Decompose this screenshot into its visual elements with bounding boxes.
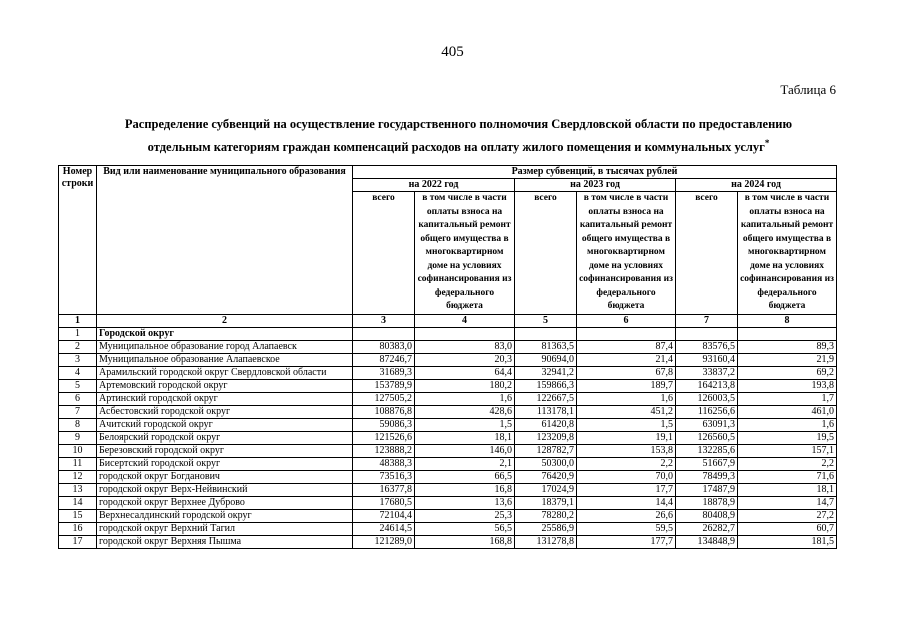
footnote-mark: * (764, 138, 770, 148)
including-2023-cell: 70,0 (577, 470, 676, 483)
total-2022-cell (353, 327, 415, 340)
including-2022-cell: 20,3 (415, 353, 515, 366)
including-2023-cell: 2,2 (577, 457, 676, 470)
row-number-cell: 5 (59, 379, 97, 392)
table-row (59, 444, 837, 457)
including-2024-cell: 14,7 (738, 496, 837, 509)
table-body (59, 327, 837, 548)
municipality-name-cell: городской округ Верхнее Дуброво (97, 496, 353, 509)
row-number-cell: 1 (59, 327, 97, 340)
table-row (59, 522, 837, 535)
page-number: 405 (441, 44, 464, 60)
row-number-cell: 8 (59, 418, 97, 431)
table-row (59, 392, 837, 405)
total-2022-cell: 17680,5 (353, 496, 415, 509)
municipality-name-cell: Артинский городской округ (97, 392, 353, 405)
total-2022-cell: 108876,8 (353, 405, 415, 418)
total-2022-cell: 80383,0 (353, 340, 415, 353)
municipality-name-cell: Артемовский городской округ (97, 379, 353, 392)
municipality-name-cell: городской округ Верхний Тагил (97, 522, 353, 535)
header-total-2023: всего (515, 192, 577, 315)
table-row (59, 457, 837, 470)
table-row (59, 496, 837, 509)
including-2024-cell: 181,5 (738, 535, 837, 548)
row-number-cell: 10 (59, 444, 97, 457)
total-2022-cell: 121289,0 (353, 535, 415, 548)
including-2022-cell (415, 327, 515, 340)
including-2023-cell: 451,2 (577, 405, 676, 418)
including-2024-cell: 2,2 (738, 457, 837, 470)
total-2024-cell: 134848,9 (676, 535, 738, 548)
municipality-name-cell: Ачитский городской округ (97, 418, 353, 431)
total-2024-cell: 93160,4 (676, 353, 738, 366)
column-number: 8 (738, 314, 837, 327)
total-2023-cell: 76420,9 (515, 470, 577, 483)
including-2024-cell: 193,8 (738, 379, 837, 392)
total-2023-cell: 90694,0 (515, 353, 577, 366)
row-number-cell: 9 (59, 431, 97, 444)
including-2023-cell: 19,1 (577, 431, 676, 444)
header-amount-group: Размер субвенций, в тысячах рублей (353, 166, 837, 179)
table-row (59, 405, 837, 418)
including-2023-cell: 189,7 (577, 379, 676, 392)
total-2023-cell: 32941,2 (515, 366, 577, 379)
total-2022-cell: 72104,4 (353, 509, 415, 522)
including-2023-cell: 59,5 (577, 522, 676, 535)
total-2022-cell: 59086,3 (353, 418, 415, 431)
total-2023-cell: 18379,1 (515, 496, 577, 509)
total-2022-cell: 73516,3 (353, 470, 415, 483)
including-2022-cell: 2,1 (415, 457, 515, 470)
including-2022-cell: 13,6 (415, 496, 515, 509)
total-2024-cell: 17487,9 (676, 483, 738, 496)
table-label: Таблица 6 (780, 82, 836, 97)
including-2022-cell: 18,1 (415, 431, 515, 444)
row-number-cell: 11 (59, 457, 97, 470)
table-row (59, 431, 837, 444)
including-2024-cell: 1,7 (738, 392, 837, 405)
column-number: 5 (515, 314, 577, 327)
including-2023-cell: 17,7 (577, 483, 676, 496)
table-row (59, 379, 837, 392)
total-2024-cell: 18878,9 (676, 496, 738, 509)
title-line-1: Распределение субвенций на осуществление государственного полномочия Свердловской области по предоставлению (124, 117, 793, 131)
total-2023-cell: 61420,8 (515, 418, 577, 431)
municipality-name-cell: Верхнесалдинский городской округ (97, 509, 353, 522)
including-2024-cell: 1,6 (738, 418, 837, 431)
row-number-cell: 15 (59, 509, 97, 522)
total-2022-cell: 24614,5 (353, 522, 415, 535)
including-2023-cell: 1,5 (577, 418, 676, 431)
including-2022-cell: 56,5 (415, 522, 515, 535)
table-row (59, 509, 837, 522)
total-2024-cell: 164213,8 (676, 379, 738, 392)
total-2024-cell: 80408,9 (676, 509, 738, 522)
row-number-cell: 7 (59, 405, 97, 418)
total-2022-cell: 121526,6 (353, 431, 415, 444)
including-2024-cell: 60,7 (738, 522, 837, 535)
total-2024-cell: 63091,3 (676, 418, 738, 431)
municipality-name-cell: Березовский городской округ (97, 444, 353, 457)
municipality-name-cell: Городской округ (97, 327, 353, 340)
table-row (59, 340, 837, 353)
header-row-number: Номер строки (59, 166, 97, 315)
total-2024-cell: 126003,5 (676, 392, 738, 405)
including-2023-cell: 1,6 (577, 392, 676, 405)
row-number-cell: 2 (59, 340, 97, 353)
header-including-2024: в том числе в части оплаты взноса на капитальный ремонт общего имущества в многоквартирном доме на условиях софинансирования из федерального бюджета (738, 192, 837, 315)
total-2024-cell: 132285,6 (676, 444, 738, 457)
subsidy-table (58, 165, 837, 549)
including-2022-cell: 64,4 (415, 366, 515, 379)
table-row (59, 327, 837, 340)
including-2022-cell: 1,6 (415, 392, 515, 405)
including-2024-cell: 27,2 (738, 509, 837, 522)
title-line-2: отдельным категориям граждан компенсаций расходов на оплату жилого помещения и коммунальных услуг (147, 140, 765, 155)
including-2022-cell: 66,5 (415, 470, 515, 483)
municipality-name-cell: Муниципальное образование город Алапаевск (97, 340, 353, 353)
total-2022-cell: 16377,8 (353, 483, 415, 496)
total-2023-cell: 128782,7 (515, 444, 577, 457)
header-name: Вид или наименование муниципального образования (97, 166, 353, 315)
total-2024-cell: 116256,6 (676, 405, 738, 418)
header-including-2023: в том числе в части оплаты взноса на капитальный ремонт общего имущества в многоквартирном доме на условиях софинансирования из федерального бюджета (577, 192, 676, 315)
including-2024-cell: 157,1 (738, 444, 837, 457)
municipality-name-cell: Арамильский городской округ Свердловской области (97, 366, 353, 379)
total-2024-cell: 33837,2 (676, 366, 738, 379)
including-2022-cell: 83,0 (415, 340, 515, 353)
document-title (60, 115, 857, 157)
header-year-2024: на 2024 год (676, 179, 837, 192)
total-2023-cell (515, 327, 577, 340)
including-2024-cell: 71,6 (738, 470, 837, 483)
including-2023-cell: 153,8 (577, 444, 676, 457)
table-row (59, 366, 837, 379)
including-2022-cell: 1,5 (415, 418, 515, 431)
column-number: 1 (59, 314, 97, 327)
including-2022-cell: 146,0 (415, 444, 515, 457)
total-2023-cell: 25586,9 (515, 522, 577, 535)
row-number-cell: 12 (59, 470, 97, 483)
including-2023-cell (577, 327, 676, 340)
table-row (59, 483, 837, 496)
total-2023-cell: 78280,2 (515, 509, 577, 522)
total-2022-cell: 31689,3 (353, 366, 415, 379)
total-2024-cell (676, 327, 738, 340)
row-number-cell: 14 (59, 496, 97, 509)
row-number-cell: 16 (59, 522, 97, 535)
total-2023-cell: 50300,0 (515, 457, 577, 470)
total-2022-cell: 87246,7 (353, 353, 415, 366)
including-2023-cell: 21,4 (577, 353, 676, 366)
including-2022-cell: 180,2 (415, 379, 515, 392)
including-2023-cell: 87,4 (577, 340, 676, 353)
header-total-2024: всего (676, 192, 738, 315)
municipality-name-cell: городской округ Верхняя Пышма (97, 535, 353, 548)
municipality-name-cell: Асбестовский городской округ (97, 405, 353, 418)
including-2022-cell: 168,8 (415, 535, 515, 548)
municipality-name-cell: Муниципальное образование Алапаевское (97, 353, 353, 366)
table-row (59, 418, 837, 431)
total-2022-cell: 48388,3 (353, 457, 415, 470)
municipality-name-cell: городской округ Верх-Нейвинский (97, 483, 353, 496)
municipality-name-cell: городской округ Богданович (97, 470, 353, 483)
including-2023-cell: 26,6 (577, 509, 676, 522)
header-including-2022: в том числе в части оплаты взноса на капитальный ремонт общего имущества в многоквартирном доме на условиях софинансирования из федерального бюджета (415, 192, 515, 315)
header-total-2022: всего (353, 192, 415, 315)
total-2023-cell: 81363,5 (515, 340, 577, 353)
table-row (59, 535, 837, 548)
including-2024-cell (738, 327, 837, 340)
total-2024-cell: 26282,7 (676, 522, 738, 535)
row-number-cell: 13 (59, 483, 97, 496)
including-2024-cell: 19,5 (738, 431, 837, 444)
including-2023-cell: 177,7 (577, 535, 676, 548)
including-2023-cell: 14,4 (577, 496, 676, 509)
including-2024-cell: 18,1 (738, 483, 837, 496)
including-2024-cell: 69,2 (738, 366, 837, 379)
column-number-row (59, 314, 837, 327)
total-2024-cell: 78499,3 (676, 470, 738, 483)
total-2024-cell: 51667,9 (676, 457, 738, 470)
total-2023-cell: 122667,5 (515, 392, 577, 405)
table-row (59, 353, 837, 366)
column-number: 6 (577, 314, 676, 327)
total-2024-cell: 83576,5 (676, 340, 738, 353)
including-2022-cell: 428,6 (415, 405, 515, 418)
total-2022-cell: 123888,2 (353, 444, 415, 457)
total-2022-cell: 153789,9 (353, 379, 415, 392)
total-2024-cell: 126560,5 (676, 431, 738, 444)
municipality-name-cell: Белоярский городской округ (97, 431, 353, 444)
header-year-2023: на 2023 год (515, 179, 676, 192)
header-year-2022: на 2022 год (353, 179, 515, 192)
row-number-cell: 6 (59, 392, 97, 405)
column-number: 4 (415, 314, 515, 327)
including-2023-cell: 67,8 (577, 366, 676, 379)
row-number-cell: 3 (59, 353, 97, 366)
row-number-cell: 4 (59, 366, 97, 379)
row-number-cell: 17 (59, 535, 97, 548)
including-2022-cell: 25,3 (415, 509, 515, 522)
total-2023-cell: 113178,1 (515, 405, 577, 418)
including-2024-cell: 21,9 (738, 353, 837, 366)
column-number: 3 (353, 314, 415, 327)
total-2023-cell: 17024,9 (515, 483, 577, 496)
including-2024-cell: 461,0 (738, 405, 837, 418)
total-2023-cell: 123209,8 (515, 431, 577, 444)
including-2022-cell: 16,8 (415, 483, 515, 496)
total-2023-cell: 159866,3 (515, 379, 577, 392)
total-2023-cell: 131278,8 (515, 535, 577, 548)
table-row (59, 470, 837, 483)
municipality-name-cell: Бисертский городской округ (97, 457, 353, 470)
column-number: 7 (676, 314, 738, 327)
total-2022-cell: 127505,2 (353, 392, 415, 405)
column-number: 2 (97, 314, 353, 327)
including-2024-cell: 89,3 (738, 340, 837, 353)
